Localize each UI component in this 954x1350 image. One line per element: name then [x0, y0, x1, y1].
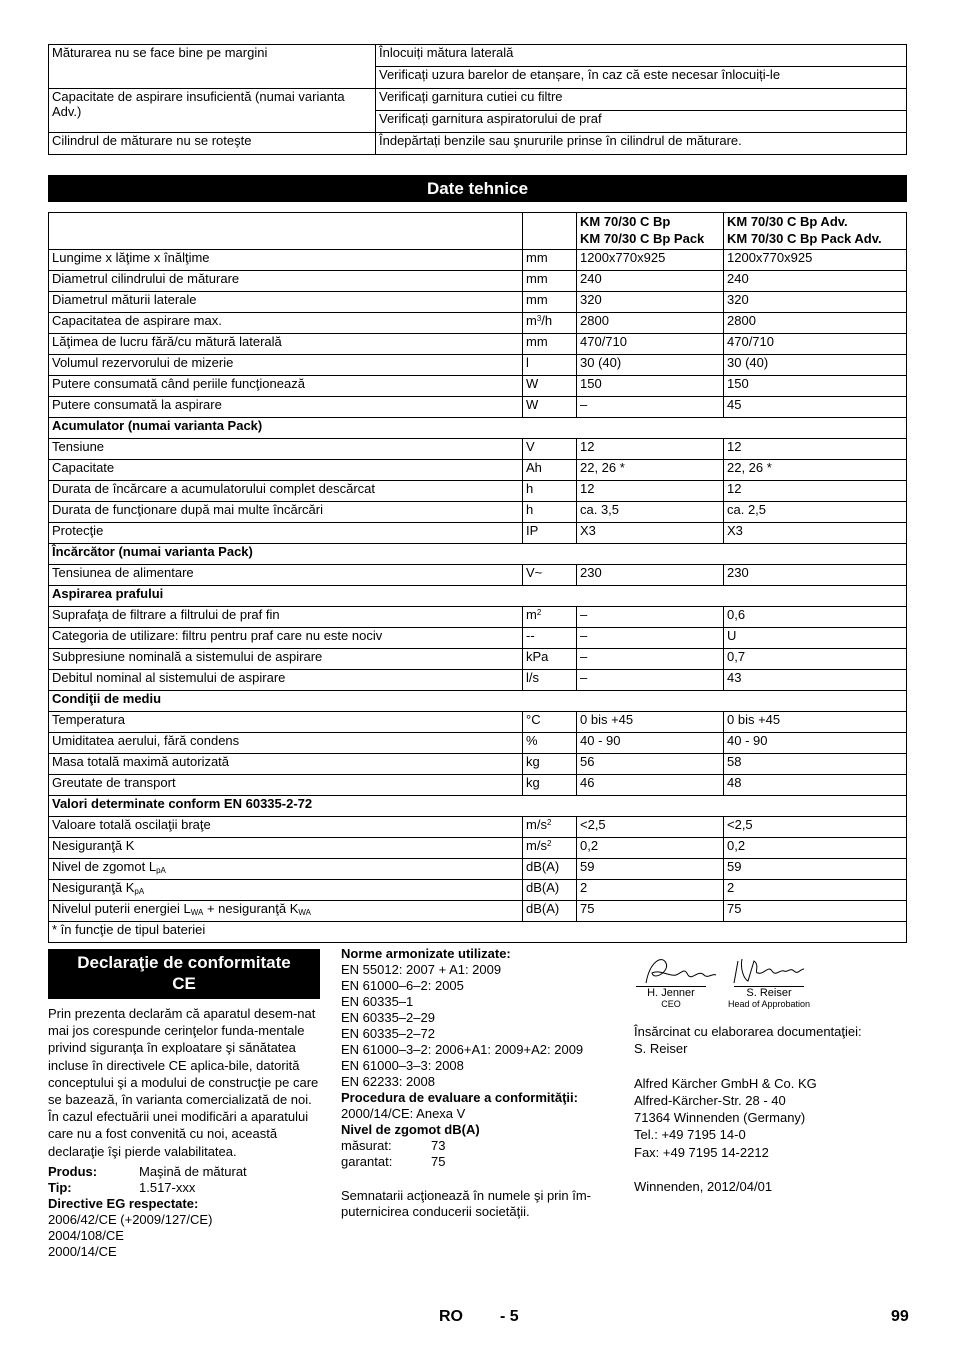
- spec-value-2: 48: [724, 775, 907, 796]
- spec-value-2: 320: [724, 292, 907, 313]
- spec-value-2: U: [724, 628, 907, 649]
- spec-label: Categoria de utilizare: filtru pentru praf care nu este nociv: [49, 628, 523, 649]
- spec-value-2: 30 (40): [724, 355, 907, 376]
- directive-item: 2000/14/CE: [48, 1243, 117, 1259]
- spec-value-1: –: [577, 607, 724, 628]
- norms-label: Norme armonizate utilizate:: [341, 946, 511, 961]
- spec-unit: V~: [523, 565, 577, 586]
- spec-value-1: 1200x770x925: [577, 250, 724, 271]
- spec-value-2: 12: [724, 481, 907, 502]
- troubleshooting-table: [48, 44, 907, 155]
- spec-label: Tensiunea de alimentare: [49, 565, 523, 586]
- spec-value-1: 470/710: [577, 334, 724, 355]
- tech-footnote: * în funcţie de tipul bateriei: [49, 922, 907, 943]
- trouble-remedy: Înlocuiți mătura laterală: [376, 45, 907, 67]
- spec-value-2: 0,7: [724, 649, 907, 670]
- spec-unit: Ah: [523, 460, 577, 481]
- documentation-label: Însărcinat cu elaborarea documentaţiei:: [634, 1024, 862, 1039]
- spec-value-1: –: [577, 670, 724, 691]
- spec-unit: h: [523, 481, 577, 502]
- trouble-remedy: Verificați garnitura cutiei cu filtre: [376, 89, 907, 111]
- spec-label: Protecţie: [49, 523, 523, 544]
- signatory-1-role: CEO: [661, 999, 681, 1009]
- company-line: Alfred Kärcher GmbH & Co. KG: [634, 1075, 817, 1091]
- tech-row: [49, 439, 907, 460]
- spec-label: Temperatura: [49, 712, 523, 733]
- spec-value-1: 12: [577, 481, 724, 502]
- model-1-line1: KM 70/30 C Bp: [580, 214, 671, 229]
- spec-value-1: 150: [577, 376, 724, 397]
- trouble-remedy: Verificați uzura barelor de etanșare, în caz că este necesar înlocuiți-le: [376, 67, 907, 89]
- spec-value-2: 43: [724, 670, 907, 691]
- spec-unit: IP: [523, 523, 577, 544]
- norm-item: EN 60335–1: [341, 994, 414, 1009]
- tech-section-row: [49, 691, 907, 712]
- spec-unit: l/s: [523, 670, 577, 691]
- signatory-2-role: Head of Approbation: [727, 999, 811, 1009]
- spec-unit: l: [523, 355, 577, 376]
- spec-unit: $m/s^2$: [523, 838, 577, 859]
- directive-item: 2004/108/CE: [48, 1227, 124, 1243]
- signatory-2-name: S. Reiser: [746, 987, 792, 999]
- spec-label: Nivelul puterii energiei $L_{WA}$ + nesiguranţă $K_{WA}$: [49, 901, 523, 922]
- tech-row: [49, 481, 907, 502]
- spec-unit: V: [523, 439, 577, 460]
- spec-label: Nivel de zgomot $L_{pA}$: [49, 859, 523, 880]
- spec-label: Durata de funcţionare după mai multe încărcări: [49, 502, 523, 523]
- spec-value-1: X3: [577, 523, 724, 544]
- spec-label: Greutate de transport: [49, 775, 523, 796]
- declaration-intro: Prin prezenta declarăm că aparatul desem-nat mai jos corespunde cerinţelor funda-mentale privind siguranţa în exploatare şi sănătatea incluse în directivele CE aplica-bile, datorită conceptului şi a modului de construcţie pe care se bazează, în varianta comercializată de noi. În cazul efectuării unei modificări a aparatului care nu a fost convenită cu noi, această declaraţie îşi pierde valabilitatea.: [48, 1006, 319, 1159]
- tech-section-row: [49, 586, 907, 607]
- norm-item: EN 61000–6–2: 2005: [341, 978, 464, 993]
- spec-value-2: 2: [724, 880, 907, 901]
- spec-value-2: 1200x770x925: [724, 250, 907, 271]
- tech-row: [49, 334, 907, 355]
- spec-value-2: 45: [724, 397, 907, 418]
- company-line: Alfred-Kärcher-Str. 28 - 40: [634, 1092, 786, 1108]
- tech-row: [49, 733, 907, 754]
- spec-label: Tensiune: [49, 439, 523, 460]
- section-heading: Condiţii de mediu: [49, 691, 907, 712]
- spec-label: Umiditatea aerului, fără condens: [49, 733, 523, 754]
- signatories-note: Semnatarii acţionează în numele şi prin îm-puternicirea conducerii societăţii.: [341, 1188, 592, 1219]
- spec-label: Capacitate: [49, 460, 523, 481]
- spec-value-2: 0,6: [724, 607, 907, 628]
- spec-value-2: 58: [724, 754, 907, 775]
- norm-item: EN 62233: 2008: [341, 1074, 435, 1089]
- spec-unit: °C: [523, 712, 577, 733]
- spec-unit: --: [523, 628, 577, 649]
- spec-label: Subpresiune nominală a sistemului de aspirare: [49, 649, 523, 670]
- trouble-problem: Cilindrul de măturare nu se roteşte: [49, 133, 376, 155]
- tech-data-table: [48, 212, 907, 943]
- spec-value-1: 56: [577, 754, 724, 775]
- tech-section-row: [49, 796, 907, 817]
- tech-row: [49, 775, 907, 796]
- product-row: Produs: Maşină de măturat: [48, 1163, 247, 1179]
- spec-value-2: 59: [724, 859, 907, 880]
- spec-unit: W: [523, 397, 577, 418]
- procedure-label: Procedura de evaluare a conformităţii:: [341, 1090, 578, 1105]
- tech-footnote-row: [49, 922, 907, 943]
- spec-unit: $m/s^2$: [523, 817, 577, 838]
- declaration-title: Declaraţie de conformitate CE: [48, 949, 320, 999]
- spec-value-1: 46: [577, 775, 724, 796]
- spec-value-1: 0,2: [577, 838, 724, 859]
- spec-label: Putere consumată când periile funcţionează: [49, 376, 523, 397]
- signature-jenner-icon: [640, 951, 720, 991]
- spec-value-2: 22, 26 *: [724, 460, 907, 481]
- tech-row: [49, 670, 907, 691]
- spec-unit: %: [523, 733, 577, 754]
- norm-item: EN 60335–2–72: [341, 1026, 435, 1041]
- spec-label: Debitul nominal al sistemului de aspirare: [49, 670, 523, 691]
- documentation-person: S. Reiser: [634, 1041, 688, 1057]
- spec-unit: kg: [523, 775, 577, 796]
- spec-unit: $m^2$: [523, 607, 577, 628]
- spec-value-1: 59: [577, 859, 724, 880]
- spec-value-1: 30 (40): [577, 355, 724, 376]
- page-number: 99: [891, 1308, 909, 1325]
- tech-row: [49, 817, 907, 838]
- spec-unit: kPa: [523, 649, 577, 670]
- spec-label: Valoare totală oscilaţii braţe: [49, 817, 523, 838]
- trouble-row: [49, 133, 907, 155]
- norm-item: EN 61000–3–3: 2008: [341, 1058, 464, 1073]
- spec-label: Diametrul cilindrului de măturare: [49, 271, 523, 292]
- norm-item: EN 60335–2–29: [341, 1010, 435, 1025]
- measured-row: măsurat: 73: [341, 1138, 446, 1153]
- spec-value-1: –: [577, 628, 724, 649]
- spec-value-2: 150: [724, 376, 907, 397]
- spec-label: Durata de încărcare a acumulatorului complet descărcat: [49, 481, 523, 502]
- model-col-2: [724, 213, 907, 250]
- signature-reiser-icon: [728, 955, 808, 987]
- spec-value-1: 2: [577, 880, 724, 901]
- tech-row: [49, 502, 907, 523]
- language-code: RO: [439, 1308, 463, 1325]
- spec-unit: dB(A): [523, 880, 577, 901]
- spec-value-1: 40 - 90: [577, 733, 724, 754]
- spec-label: Diametrul măturii laterale: [49, 292, 523, 313]
- spec-label: Nesiguranţă K: [49, 838, 523, 859]
- spec-label: Suprafaţa de filtrare a filtrului de praf fin: [49, 607, 523, 628]
- section-heading: Aspirarea prafului: [49, 586, 907, 607]
- tech-section-row: [49, 544, 907, 565]
- directives-label: Directive EG respectate:: [48, 1195, 199, 1211]
- tech-row: [49, 859, 907, 880]
- spec-value-2: 12: [724, 439, 907, 460]
- spec-value-2: 40 - 90: [724, 733, 907, 754]
- spec-label: Masa totală maximă autorizată: [49, 754, 523, 775]
- tech-row: [49, 355, 907, 376]
- procedure-value: 2000/14/CE: Anexa V: [341, 1106, 466, 1121]
- spec-value-1: 240: [577, 271, 724, 292]
- declaration-left-column: [48, 1005, 322, 1260]
- spec-label: Lăţimea de lucru fără/cu mătură laterală: [49, 334, 523, 355]
- spec-value-1: ca. 3,5: [577, 502, 724, 523]
- spec-unit: h: [523, 502, 577, 523]
- spec-value-1: 12: [577, 439, 724, 460]
- section-heading: Încărcător (numai varianta Pack): [49, 544, 907, 565]
- trouble-remedy: Verificați garnitura aspiratorului de praf: [376, 111, 907, 133]
- spec-unit: kg: [523, 754, 577, 775]
- spec-value-2: 230: [724, 565, 907, 586]
- spec-value-2: 470/710: [724, 334, 907, 355]
- tech-row: [49, 880, 907, 901]
- model-col-1: [577, 213, 724, 250]
- model-2-line1: KM 70/30 C Bp Adv.: [727, 214, 848, 229]
- tech-row: [49, 313, 907, 334]
- tech-row: [49, 523, 907, 544]
- spec-label: Putere consumată la aspirare: [49, 397, 523, 418]
- spec-unit: mm: [523, 292, 577, 313]
- spec-label: Nesiguranţă $K_{pA}$: [49, 880, 523, 901]
- spec-value-2: 75: [724, 901, 907, 922]
- local-page-number: - 5: [500, 1308, 519, 1325]
- spec-value-2: 0 bis +45: [724, 712, 907, 733]
- company-address: [634, 1075, 914, 1161]
- spec-value-2: 2800: [724, 313, 907, 334]
- tech-row: [49, 376, 907, 397]
- noise-label: Nivel de zgomot dB(A): [341, 1122, 480, 1137]
- signatory-1-name: H. Jenner: [647, 987, 695, 999]
- spec-value-1: 230: [577, 565, 724, 586]
- trouble-row: [49, 89, 907, 111]
- directives-list: [48, 1212, 322, 1260]
- tech-row: [49, 838, 907, 859]
- company-line: 71364 Winnenden (Germany): [634, 1110, 806, 1126]
- company-line: Tel.: +49 7195 14-0: [634, 1127, 746, 1143]
- spec-value-2: ca. 2,5: [724, 502, 907, 523]
- tech-row: [49, 607, 907, 628]
- trouble-problem: Măturarea nu se face bine pe margini: [49, 45, 376, 89]
- directive-item: 2006/42/CE (+2009/127/CE): [48, 1211, 213, 1227]
- norm-item: EN 61000–3–2: 2006+A1: 2009+A2: 2009: [341, 1042, 584, 1057]
- spec-unit: dB(A): [523, 859, 577, 880]
- section-heading: Acumulator (numai varianta Pack): [49, 418, 907, 439]
- spec-value-1: –: [577, 397, 724, 418]
- spec-value-1: 0 bis +45: [577, 712, 724, 733]
- trouble-remedy: Îndepărtați benzile sau şnururile prinse în cilindrul de măturare.: [376, 133, 907, 155]
- place-date: Winnenden, 2012/04/01: [634, 1179, 773, 1195]
- spec-label: Capacitatea de aspirare max.: [49, 313, 523, 334]
- spec-value-1: 320: [577, 292, 724, 313]
- tech-row: [49, 271, 907, 292]
- spec-label: Lungime x lăţime x înălţime: [49, 250, 523, 271]
- spec-value-1: –: [577, 649, 724, 670]
- tech-row: [49, 565, 907, 586]
- spec-value-2: 240: [724, 271, 907, 292]
- tech-row: [49, 397, 907, 418]
- spec-unit: dB(A): [523, 901, 577, 922]
- norms-list: [341, 962, 621, 1090]
- spec-unit: mm: [523, 271, 577, 292]
- spec-unit: $m^3/h$: [523, 313, 577, 334]
- tech-data-title: Date tehnice: [48, 175, 907, 202]
- declaration-middle-column: [341, 946, 621, 1220]
- tech-header-row: [49, 213, 907, 250]
- guaranteed-row: garantat: 75: [341, 1154, 446, 1169]
- trouble-row: [49, 45, 907, 67]
- spec-value-1: 75: [577, 901, 724, 922]
- tech-row: [49, 712, 907, 733]
- spec-value-2: 0,2: [724, 838, 907, 859]
- tech-row: [49, 250, 907, 271]
- spec-value-2: <2,5: [724, 817, 907, 838]
- signature-block-2: [724, 986, 814, 1009]
- signature-block-1: [636, 986, 706, 1009]
- spec-unit: mm: [523, 250, 577, 271]
- spec-unit: mm: [523, 334, 577, 355]
- section-heading: Valori determinate conform EN 60335-2-72: [49, 796, 907, 817]
- tech-row: [49, 628, 907, 649]
- trouble-problem: Capacitate de aspirare insuficientă (numai varianta Adv.): [49, 89, 376, 133]
- spec-value-2: X3: [724, 523, 907, 544]
- tech-row: [49, 901, 907, 922]
- tech-row: [49, 460, 907, 481]
- type-row: Tip: 1.517-xxx: [48, 1179, 196, 1195]
- spec-label: Volumul rezervorului de mizerie: [49, 355, 523, 376]
- spec-value-1: <2,5: [577, 817, 724, 838]
- tech-row: [49, 292, 907, 313]
- spec-value-1: 2800: [577, 313, 724, 334]
- norm-item: EN 55012: 2007 + A1: 2009: [341, 962, 502, 977]
- model-1-line2: KM 70/30 C Bp Pack: [580, 231, 705, 246]
- tech-row: [49, 754, 907, 775]
- company-line: Fax: +49 7195 14-2212: [634, 1144, 769, 1160]
- spec-value-1: 22, 26 *: [577, 460, 724, 481]
- declaration-right-column: [634, 1023, 914, 1195]
- tech-row: [49, 649, 907, 670]
- spec-unit: W: [523, 376, 577, 397]
- model-2-line2: KM 70/30 C Bp Pack Adv.: [727, 231, 882, 246]
- tech-section-row: [49, 418, 907, 439]
